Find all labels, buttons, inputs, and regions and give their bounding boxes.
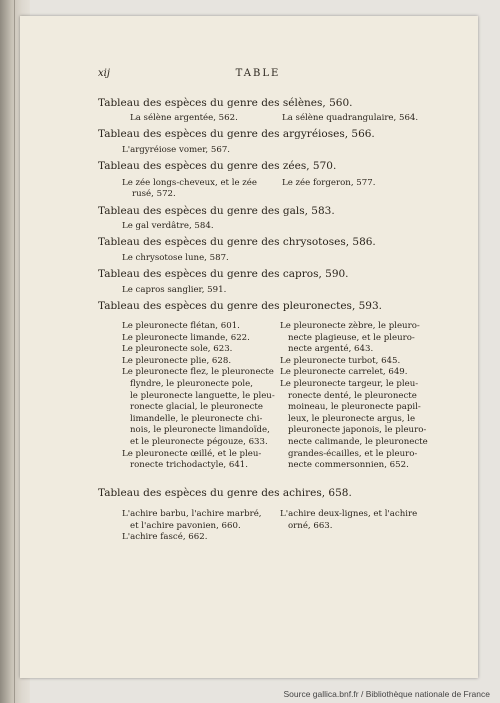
list-item: limandelle, le pleuronecte chi-	[130, 413, 263, 424]
list-item: necte calimande, le pleuronecte	[288, 436, 428, 447]
list-item: Le pleuronecte turbot, 645.	[280, 355, 401, 366]
entry-chrysotose-lune: Le chrysotose lune, 587.	[122, 253, 229, 263]
list-item: Le pleuronecte flez, le pleuronecte	[122, 367, 274, 378]
pleuronectes-right-column	[280, 321, 428, 472]
list-item: leux, le pleuronecte argus, le	[288, 413, 416, 424]
entry-selene-argentee: La sélène argentée, 562.	[130, 113, 238, 123]
running-header	[98, 68, 418, 82]
list-item: Le pleuronecte limande, 622.	[122, 332, 250, 343]
list-item: et l'achire pavonien, 660.	[130, 520, 241, 531]
achires-right-column	[280, 509, 417, 532]
list-item: et le pleuronecte pégouze, 633.	[130, 436, 268, 447]
entry-zee-ruse: rusé, 572.	[132, 189, 176, 199]
section-heading-selenes: Tableau des espèces du genre des sélènes, 560.	[98, 97, 353, 109]
list-item: orné, 663.	[288, 520, 333, 531]
list-item: L'achire fascé, 662.	[122, 532, 208, 543]
section-heading-capros: Tableau des espèces du genre des capros, 590.	[98, 268, 349, 280]
list-item: ronecte trichodactyle, 641.	[130, 460, 248, 471]
section-heading-achires: Tableau des espèces du genre des achires, 658.	[98, 487, 352, 499]
list-item: nois, le pleuronecte limandoïde,	[130, 425, 270, 436]
section-heading-pleuronectes: Tableau des espèces du genre des pleuronectes, 593.	[98, 300, 383, 312]
list-item: Le pleuronecte targeur, le pleu-	[280, 378, 419, 389]
list-item: moineau, le pleuronecte papil-	[288, 402, 421, 413]
list-item: Le pleuronecte sole, 623.	[122, 344, 233, 355]
section-heading-zees: Tableau des espèces du genre des zées, 570.	[98, 160, 337, 172]
entry-gal-verdatre: Le gal verdâtre, 584.	[122, 221, 214, 231]
entry-capros-sanglier: Le capros sanglier, 591.	[122, 285, 227, 295]
entry-selene-quadrangulaire: La sélène quadrangulaire, 564.	[282, 113, 419, 123]
entry-argyreiose-vomer: L'argyréiose vomer, 567.	[122, 145, 231, 155]
list-item: Le pleuronecte zèbre, le pleuro-	[280, 321, 420, 331]
list-item: Le pleuronecte flétan, 601.	[122, 321, 240, 331]
list-item: Le pleuronecte œillé, et le pleu-	[122, 448, 262, 459]
section-heading-argyreioses: Tableau des espèces du genre des argyréioses, 566.	[98, 128, 375, 140]
entry-zee-longs-cheveux: Le zée longs-cheveux, et le zée	[122, 178, 257, 188]
list-item: L'achire barbu, l'achire marbré,	[122, 509, 262, 519]
list-item: Le pleuronecte plie, 628.	[122, 355, 232, 366]
list-item: Le pleuronecte carrelet, 649.	[280, 367, 408, 378]
achires-left-column	[122, 509, 262, 544]
pleuronectes-left-column	[122, 321, 275, 472]
list-item: le pleuronecte languette, le pleu-	[130, 390, 275, 401]
list-item: pleuronecte japonois, le pleuro-	[288, 425, 427, 436]
list-item: necte commersonnien, 652.	[288, 460, 409, 471]
source-attribution: Source gallica.bnf.fr / Bibliothèque nationale de France	[283, 689, 490, 699]
list-item: ronecte glacial, le pleuronecte	[130, 402, 263, 413]
entry-zee-forgeron: Le zée forgeron, 577.	[282, 178, 376, 188]
page-number: xij	[98, 68, 110, 79]
list-item: necte plagieuse, et le pleuro-	[288, 332, 415, 343]
list-item: grandes-écailles, et le pleuro-	[288, 448, 418, 459]
list-item: necte argenté, 643.	[288, 344, 374, 355]
list-item: ronecte denté, le pleuronecte	[288, 390, 417, 401]
section-heading-gals: Tableau des espèces du genre des gals, 583.	[98, 205, 335, 217]
header-title: TABLE	[235, 68, 281, 79]
section-heading-chrysotoses: Tableau des espèces du genre des chrysotoses, 586.	[98, 236, 376, 248]
list-item: flyndre, le pleuronecte pole,	[130, 378, 253, 389]
list-item: L'achire deux-lignes, et l'achire	[280, 509, 418, 519]
